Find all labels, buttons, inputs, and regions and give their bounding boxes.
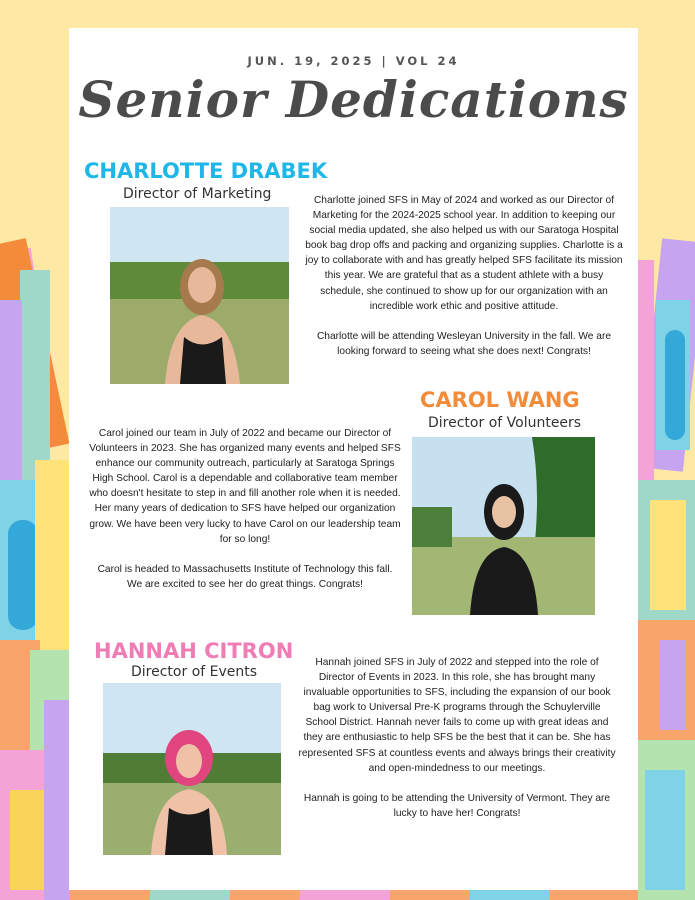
photo-charlotte xyxy=(110,207,289,384)
dedication-text-charlotte xyxy=(305,193,623,374)
dedication-role-hannah: Director of Events xyxy=(131,664,258,680)
dedication-name-charlotte: CHARLOTTE DRABEK xyxy=(84,159,328,183)
dateline: JUN. 19, 2025 | VOL 24 xyxy=(247,54,460,68)
dedication-text-hannah xyxy=(298,655,616,836)
page-title: Senior Dedications xyxy=(78,70,629,129)
photo-hannah xyxy=(103,683,281,855)
paragraph: Carol is headed to Massachusetts Institute of Technology this fall. We are excited to see her do great things. Congrats! xyxy=(97,563,393,590)
dedication-text-carol xyxy=(89,426,401,607)
photo-carol xyxy=(412,437,595,615)
dedication-role-carol: Director of Volunteers xyxy=(428,415,582,431)
newsletter-page xyxy=(69,28,638,890)
dedication-name-carol: CAROL WANG xyxy=(420,388,580,412)
dedication-role-charlotte: Director of Marketing xyxy=(123,186,272,202)
paragraph: Carol joined our team in July of 2022 and became our Director of Volunteers in 2023. She has organized many events and helped SFS enhance our community outreach, particularly at Saratoga Springs High School. Carol is a dependable and collaborative team member who doesn't hesitate to step in and fill another role when it is needed. Her many years of dedication to SFS have helped our organization grow. We have been very lucky to have Carol on our leadership team for so long! xyxy=(89,428,401,545)
paragraph: Hannah joined SFS in July of 2022 and stepped into the role of Director of Events in 2023. In this role, she has brought many invaluable opportunities to SFS, including the expansion of our book bag work to Universal Pre-K programs through the Schuylerville School District. Hannah never fails to come up with great ideas and they are enthusiastic to help SFS be the best that it can be. She has represented SFS at countless events and always brings their creativity and open-mindedness to our meetings. xyxy=(298,657,616,774)
paragraph: Charlotte joined SFS in May of 2024 and worked as our Director of Marketing for the 2024-2025 school year. In addition to keeping our social media updated, she also helped us with our Saratoga Hospital book bag drop offs and packing and organizing supplies. Charlotte is a joy to collaborate with and has greatly helped SFS facilitate its mission this year. We are grateful that as a student athlete with a busy schedule, she continued to show up for our organization with an incredible work ethic and positive attitude. xyxy=(305,195,623,312)
dedication-name-hannah: HANNAH CITRON xyxy=(94,639,294,663)
paragraph: Hannah is going to be attending the University of Vermont. They are lucky to have her! Congrats! xyxy=(303,792,611,819)
paragraph: Charlotte will be attending Wesleyan University in the fall. We are looking forward to seeing what she does next! Congrats! xyxy=(316,330,612,357)
